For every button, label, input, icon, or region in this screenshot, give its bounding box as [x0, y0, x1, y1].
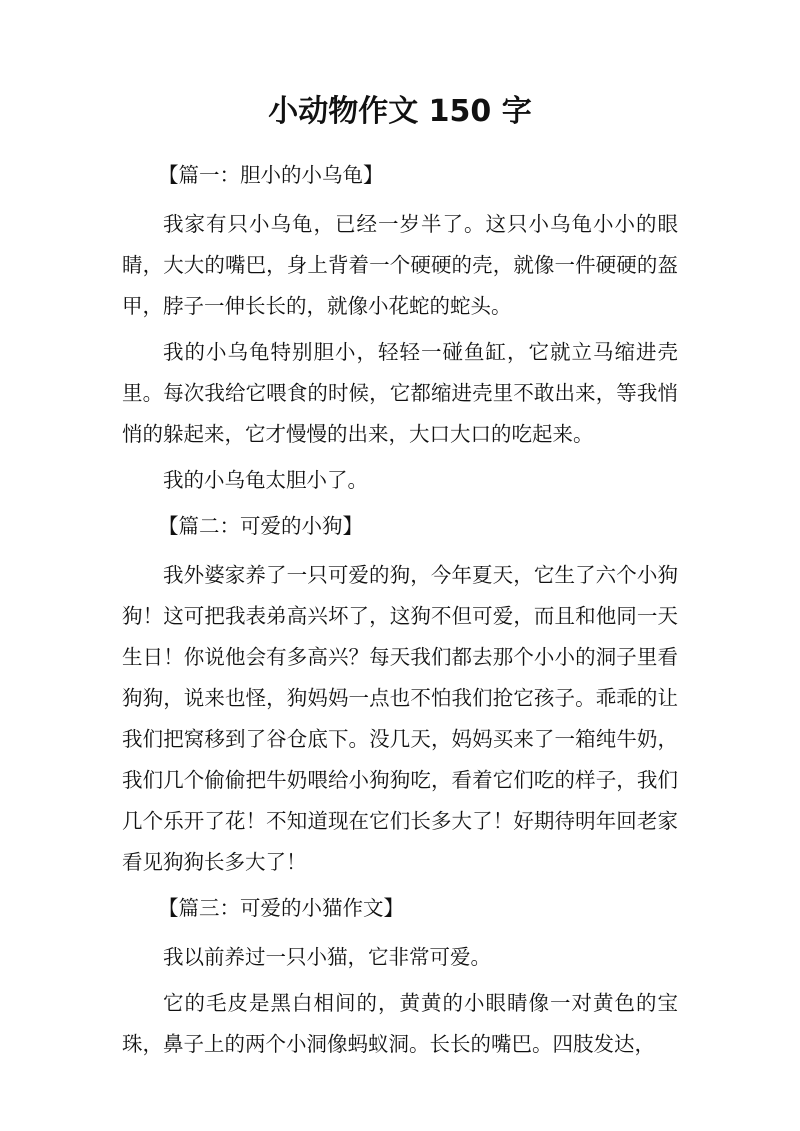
section-heading-2: 【篇二：可爱的小狗】 — [158, 514, 363, 538]
section-heading-1: 【篇一：胆小的小乌龟】 — [158, 163, 384, 187]
paragraph: 我的小乌龟太胆小了。 — [163, 468, 368, 492]
paragraph: 我的小乌龟特别胆小，轻轻一碰鱼缸，它就立马缩进壳里。每次我给它喂食的时候，它都缩进壳里不敢出来，等我悄悄的躲起来，它才慢慢的出来，大口大口的吃起来。 — [122, 340, 678, 446]
document-body — [122, 155, 678, 1070]
paragraph: 我家有只小乌龟，已经一岁半了。这只小乌龟小小的眼睛，大大的嘴巴，身上背着一个硬硬的壳，就像一件硬硬的盔甲，脖子一伸长长的，就像小花蛇的蛇头。 — [122, 212, 678, 318]
paragraph: 我以前养过一只小猫，它非常可爱。 — [163, 945, 491, 969]
section-heading-3: 【篇三：可爱的小猫作文】 — [158, 896, 404, 920]
document-title: 小动物作文 150 字 — [268, 94, 532, 129]
paragraph: 我外婆家养了一只可爱的狗，今年夏天，它生了六个小狗狗！这可把我表弟高兴坏了，这狗不但可爱，而且和他同一天生日！你说他会有多高兴？每天我们都去那个小小的洞子里看狗狗，说来也怪，狗妈妈一点也不怕我们抢它孩子。乖乖的让我们把窝移到了谷仓底下。没几天，妈妈买来了一箱纯牛奶，我们几个偷偷把牛奶喂给小狗狗吃，看着它们吃的样子，我们几个乐开了花！不知道现在它们长多大了！好期待明年回老家看见狗狗长多大了！ — [122, 563, 678, 874]
paragraph: 它的毛皮是黑白相间的，黄黄的小眼睛像一对黄色的宝珠，鼻子上的两个小洞像蚂蚁洞。长长的嘴巴。四肢发达， — [122, 991, 678, 1056]
